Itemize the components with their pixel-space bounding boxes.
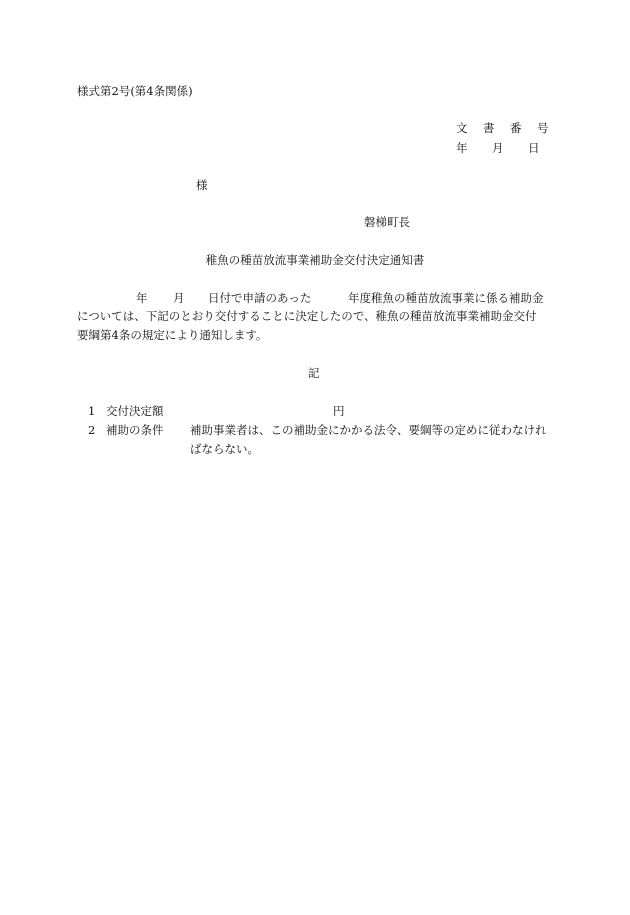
document-number-label bbox=[456, 123, 564, 135]
document-title-text: 稚魚の種苗放流事業補助金交付決定通知書 bbox=[205, 253, 425, 267]
body-line-1 bbox=[77, 293, 567, 307]
document-number-char: 文 bbox=[456, 121, 468, 135]
item-value-conditions-line-1: 補助事業者は、この補助金にかかる法令、要綱等の定めに従わなけれ bbox=[190, 423, 547, 437]
body-line-2: については、下記のとおり交付することに決定したので、稚魚の種苗放流事業補助金交付 bbox=[77, 309, 537, 323]
item-number: 1 bbox=[88, 404, 96, 418]
date-month-char: 月 bbox=[492, 141, 504, 155]
body-month-char: 月 bbox=[173, 291, 185, 305]
date-day-char: 日 bbox=[528, 141, 540, 155]
form-number: 様式第2号(第4条関係) bbox=[77, 84, 193, 98]
item-number: 2 bbox=[88, 423, 96, 437]
document-date-label bbox=[456, 143, 564, 155]
item-label-grant-amount: 交付決定額 bbox=[106, 404, 164, 418]
sender-name: 磐梯町長 bbox=[364, 215, 410, 229]
document-number-char: 番 bbox=[510, 121, 522, 135]
document-number-char: 書 bbox=[483, 121, 495, 135]
document-title bbox=[0, 255, 630, 267]
document-number-char: 号 bbox=[537, 121, 549, 135]
ki-heading: 記 bbox=[308, 366, 320, 380]
item-value-conditions-line-2: ばならない。 bbox=[190, 442, 259, 456]
item-value-yen: 円 bbox=[333, 404, 345, 418]
body-year-char: 年 bbox=[136, 291, 148, 305]
addressee-honorific: 様 bbox=[196, 178, 208, 192]
item-label-conditions: 補助の条件 bbox=[106, 423, 164, 437]
body-date-phrase: 日付で申請のあった bbox=[208, 291, 312, 305]
date-year-char: 年 bbox=[456, 141, 468, 155]
body-fiscal-year-phrase: 年度稚魚の種苗放流事業に係る補助金 bbox=[348, 291, 544, 305]
body-line-3: 要綱第4条の規定により通知します。 bbox=[77, 328, 268, 342]
